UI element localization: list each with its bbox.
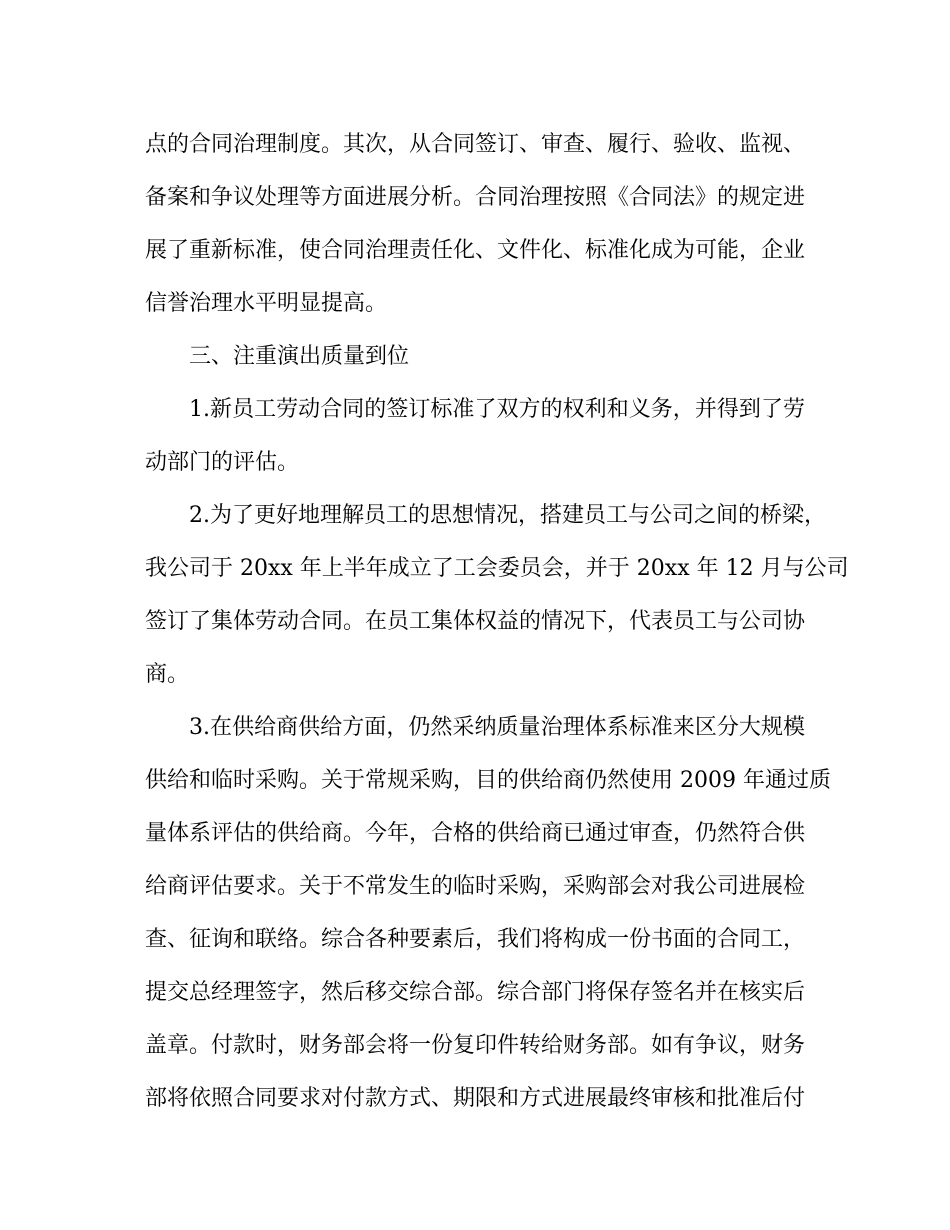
text-line: 供给和临时采购。关于常规采购，目的供给商仍然使用 2009 年通过质 xyxy=(145,768,831,793)
text-line: 信誉治理水平明显提高。 xyxy=(145,291,388,316)
text-line: 量体系评估的供给商。今年，合格的供给商已通过审查，仍然符合供 xyxy=(145,821,806,846)
text-line: 2.为了更好地理解员工的思想情况，搭建员工与公司之间的桥梁， xyxy=(189,503,826,528)
text-line: 3.在供给商供给方面，仍然采纳质量治理体系标准来区分大规模 xyxy=(189,715,805,740)
text-line: 1.新员工劳动合同的签订标准了双方的权利和义务，并得到了劳 xyxy=(189,397,805,422)
text-line: 我公司于 20xx 年上半年成立了工会委员会，并于 20xx 年 12 月与公司 xyxy=(145,556,849,581)
document-body xyxy=(145,118,849,1125)
text-line: 提交总经理签字，然后移交综合部。综合部门将保存签名并在核实后 xyxy=(145,980,806,1005)
text-line: 展了重新标准，使合同治理责任化、文件化、标准化成为可能，企业 xyxy=(145,238,806,263)
text-line: 商。 xyxy=(145,662,190,687)
text-line: 动部门的评估。 xyxy=(145,450,300,475)
text-line: 备案和争议处理等方面进展分析。合同治理按照《合同法》的规定进 xyxy=(145,185,806,210)
section-heading: 三、注重演出质量到位 xyxy=(189,344,410,369)
text-line: 点的合同治理制度。其次，从合同签订、审查、履行、验收、监视、 xyxy=(145,132,806,157)
text-line: 给商评估要求。关于不常发生的临时采购，采购部会对我公司进展检 xyxy=(145,874,806,899)
text-line: 盖章。付款时，财务部会将一份复印件转给财务部。如有争议，财务 xyxy=(145,1033,806,1058)
text-line: 签订了集体劳动合同。在员工集体权益的情况下，代表员工与公司协 xyxy=(145,609,806,634)
text-line: 部将依照合同要求对付款方式、期限和方式进展最终审核和批准后付 xyxy=(145,1086,806,1111)
text-line: 查、征询和联络。综合各种要素后，我们将构成一份书面的合同工， xyxy=(145,927,806,952)
